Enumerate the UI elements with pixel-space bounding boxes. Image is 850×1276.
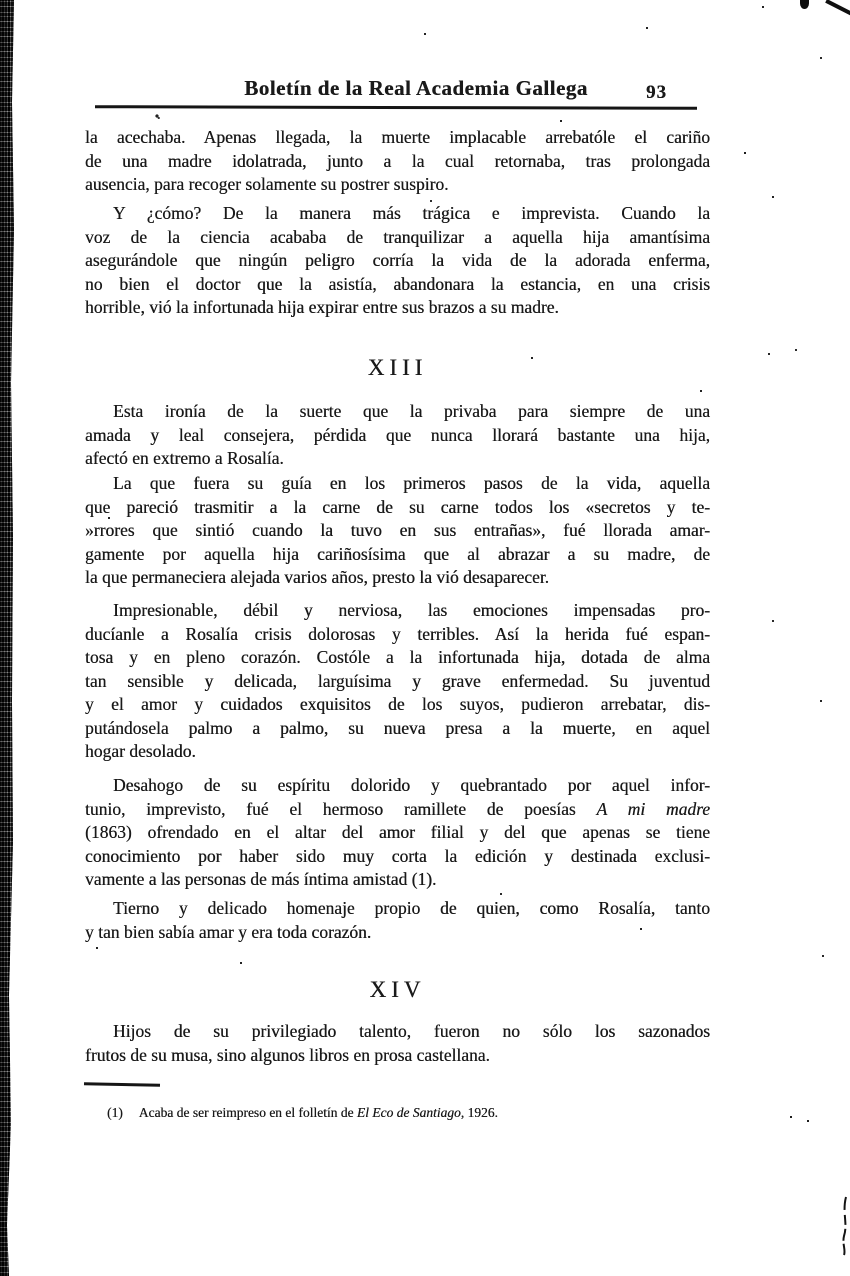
paragraph — [85, 126, 710, 197]
journal-title: Boletín de la Real Academia Gallega — [244, 76, 588, 100]
text-line: la que permaneciera alejada varios años, presto la vió desaparecer. — [85, 567, 550, 587]
pen-mark-bottom-right — [838, 1196, 850, 1256]
text-segment: , 1926. — [460, 1105, 498, 1120]
text-line: Esta ironía de la suerte que la privaba para siempre de una — [113, 401, 710, 421]
section-heading: XIII — [367, 355, 428, 380]
text-line: ducíanle a Rosalía crisis dolorosas y terribles. Así la herida fué espan- — [85, 623, 710, 644]
paragraph — [85, 202, 710, 320]
corner-ink-blob — [800, 0, 809, 9]
text-segment: Acaba de ser reimpreso en el folletín de — [138, 1105, 357, 1120]
text-line: (1863) ofrendado en el altar del amor filial y del que apenas se tiene — [85, 822, 710, 842]
text-segment: tunio, imprevisto, fué el hermoso ramillete de poesías — [85, 798, 597, 819]
paragraph — [85, 400, 710, 471]
text-line: la acechaba. Apenas llegada, la muerte implacable arrebatóle el cariño — [85, 127, 710, 147]
page-body — [85, 0, 710, 1276]
text-line: horrible, vió la infortunada hija expirar entre sus brazos a su madre. — [85, 297, 559, 317]
paragraph — [85, 1020, 710, 1067]
text-line: que pareció trasmitir a la carne de su carne todos los «secretos y te- — [85, 496, 710, 517]
text-line: »rrores que sintió cuando la tuvo en sus entrañas», fué llorada amar- — [85, 520, 710, 540]
text-line: hogar desolado. — [85, 741, 196, 761]
text-line: tan sensible y delicada, larguísima y grave enfermedad. Su juventud — [85, 670, 710, 691]
text-line: afectó en extremo a Rosalía. — [85, 448, 284, 468]
footnote — [85, 1104, 732, 1121]
page-number: 93 — [646, 82, 667, 103]
text-line: putándosela palmo a palmo, su nueva presa a la muerte, en aquel — [85, 717, 710, 738]
text-line: Impresionable, débil y nerviosa, las emociones impensadas pro- — [113, 600, 710, 620]
paragraph — [85, 897, 710, 944]
italic-title-text: El Eco de Santiago — [356, 1105, 461, 1120]
text-line: y el amor y cuidados exquisitos de los suyos, pudieron arrebatar, dis- — [85, 694, 710, 714]
text-line: voz de la ciencia acababa de tranquilizar a aquella hija amantísima — [85, 226, 710, 247]
text-line — [85, 798, 710, 822]
text-line: frutos de su musa, sino algunos libros en prosa castellana. — [85, 1044, 490, 1065]
text-line: La que fuera su guía en los primeros pasos de la vida, aquella — [113, 473, 710, 493]
text-line: Desahogo de su espíritu dolorido y quebrantado por aquel infor- — [113, 775, 710, 795]
corner-diagonal-mark — [825, 0, 850, 18]
text-line: Hijos de su privilegiado talento, fueron no sólo los sazonados — [113, 1021, 710, 1041]
paragraph — [85, 599, 710, 764]
text-line: no bien el doctor que la asistía, abandonara la estancia, en una crisis — [85, 273, 710, 294]
text-line: de una madre idolatrada, junto a la cual retornaba, tras prolongada — [85, 150, 710, 171]
text-line: Tierno y delicado homenaje propio de quien, como Rosalía, tanto — [113, 898, 710, 918]
footnote-text — [139, 1105, 498, 1120]
text-line: Y ¿cómo? De la manera más trágica e imprevista. Cuando la — [113, 203, 710, 223]
footnote-marker: (1) — [107, 1105, 123, 1120]
text-line: y tan bien sabía amar y era toda corazón. — [85, 921, 372, 942]
text-line: conocimiento por haber sido muy corta la edición y destinada exclusi- — [85, 845, 710, 866]
text-line: asegurándole que ningún peligro corría la vida de la adorada enferma, — [85, 250, 710, 270]
text-line: ausencia, para recoger solamente su postrer suspiro. — [85, 174, 449, 194]
text-line: tosa y en pleno corazón. Costóle a la infortunada hija, dotada de alma — [85, 647, 710, 667]
paragraph — [85, 472, 710, 590]
binding-edge-shadow — [0, 0, 14, 1276]
section-heading: XIV — [369, 977, 426, 1002]
italic-title-text: A mi madre — [596, 798, 710, 819]
text-line: amada y leal consejera, pérdida que nunca llorará bastante una hija, — [85, 424, 710, 445]
text-line: gamente por aquella hija cariñosísima que al abrazar a su madre, de — [85, 543, 710, 564]
text-line: vamente a las personas de más íntima amistad (1). — [85, 869, 437, 889]
scan-speck-noise — [0, 0, 2, 2]
paragraph — [85, 774, 710, 892]
